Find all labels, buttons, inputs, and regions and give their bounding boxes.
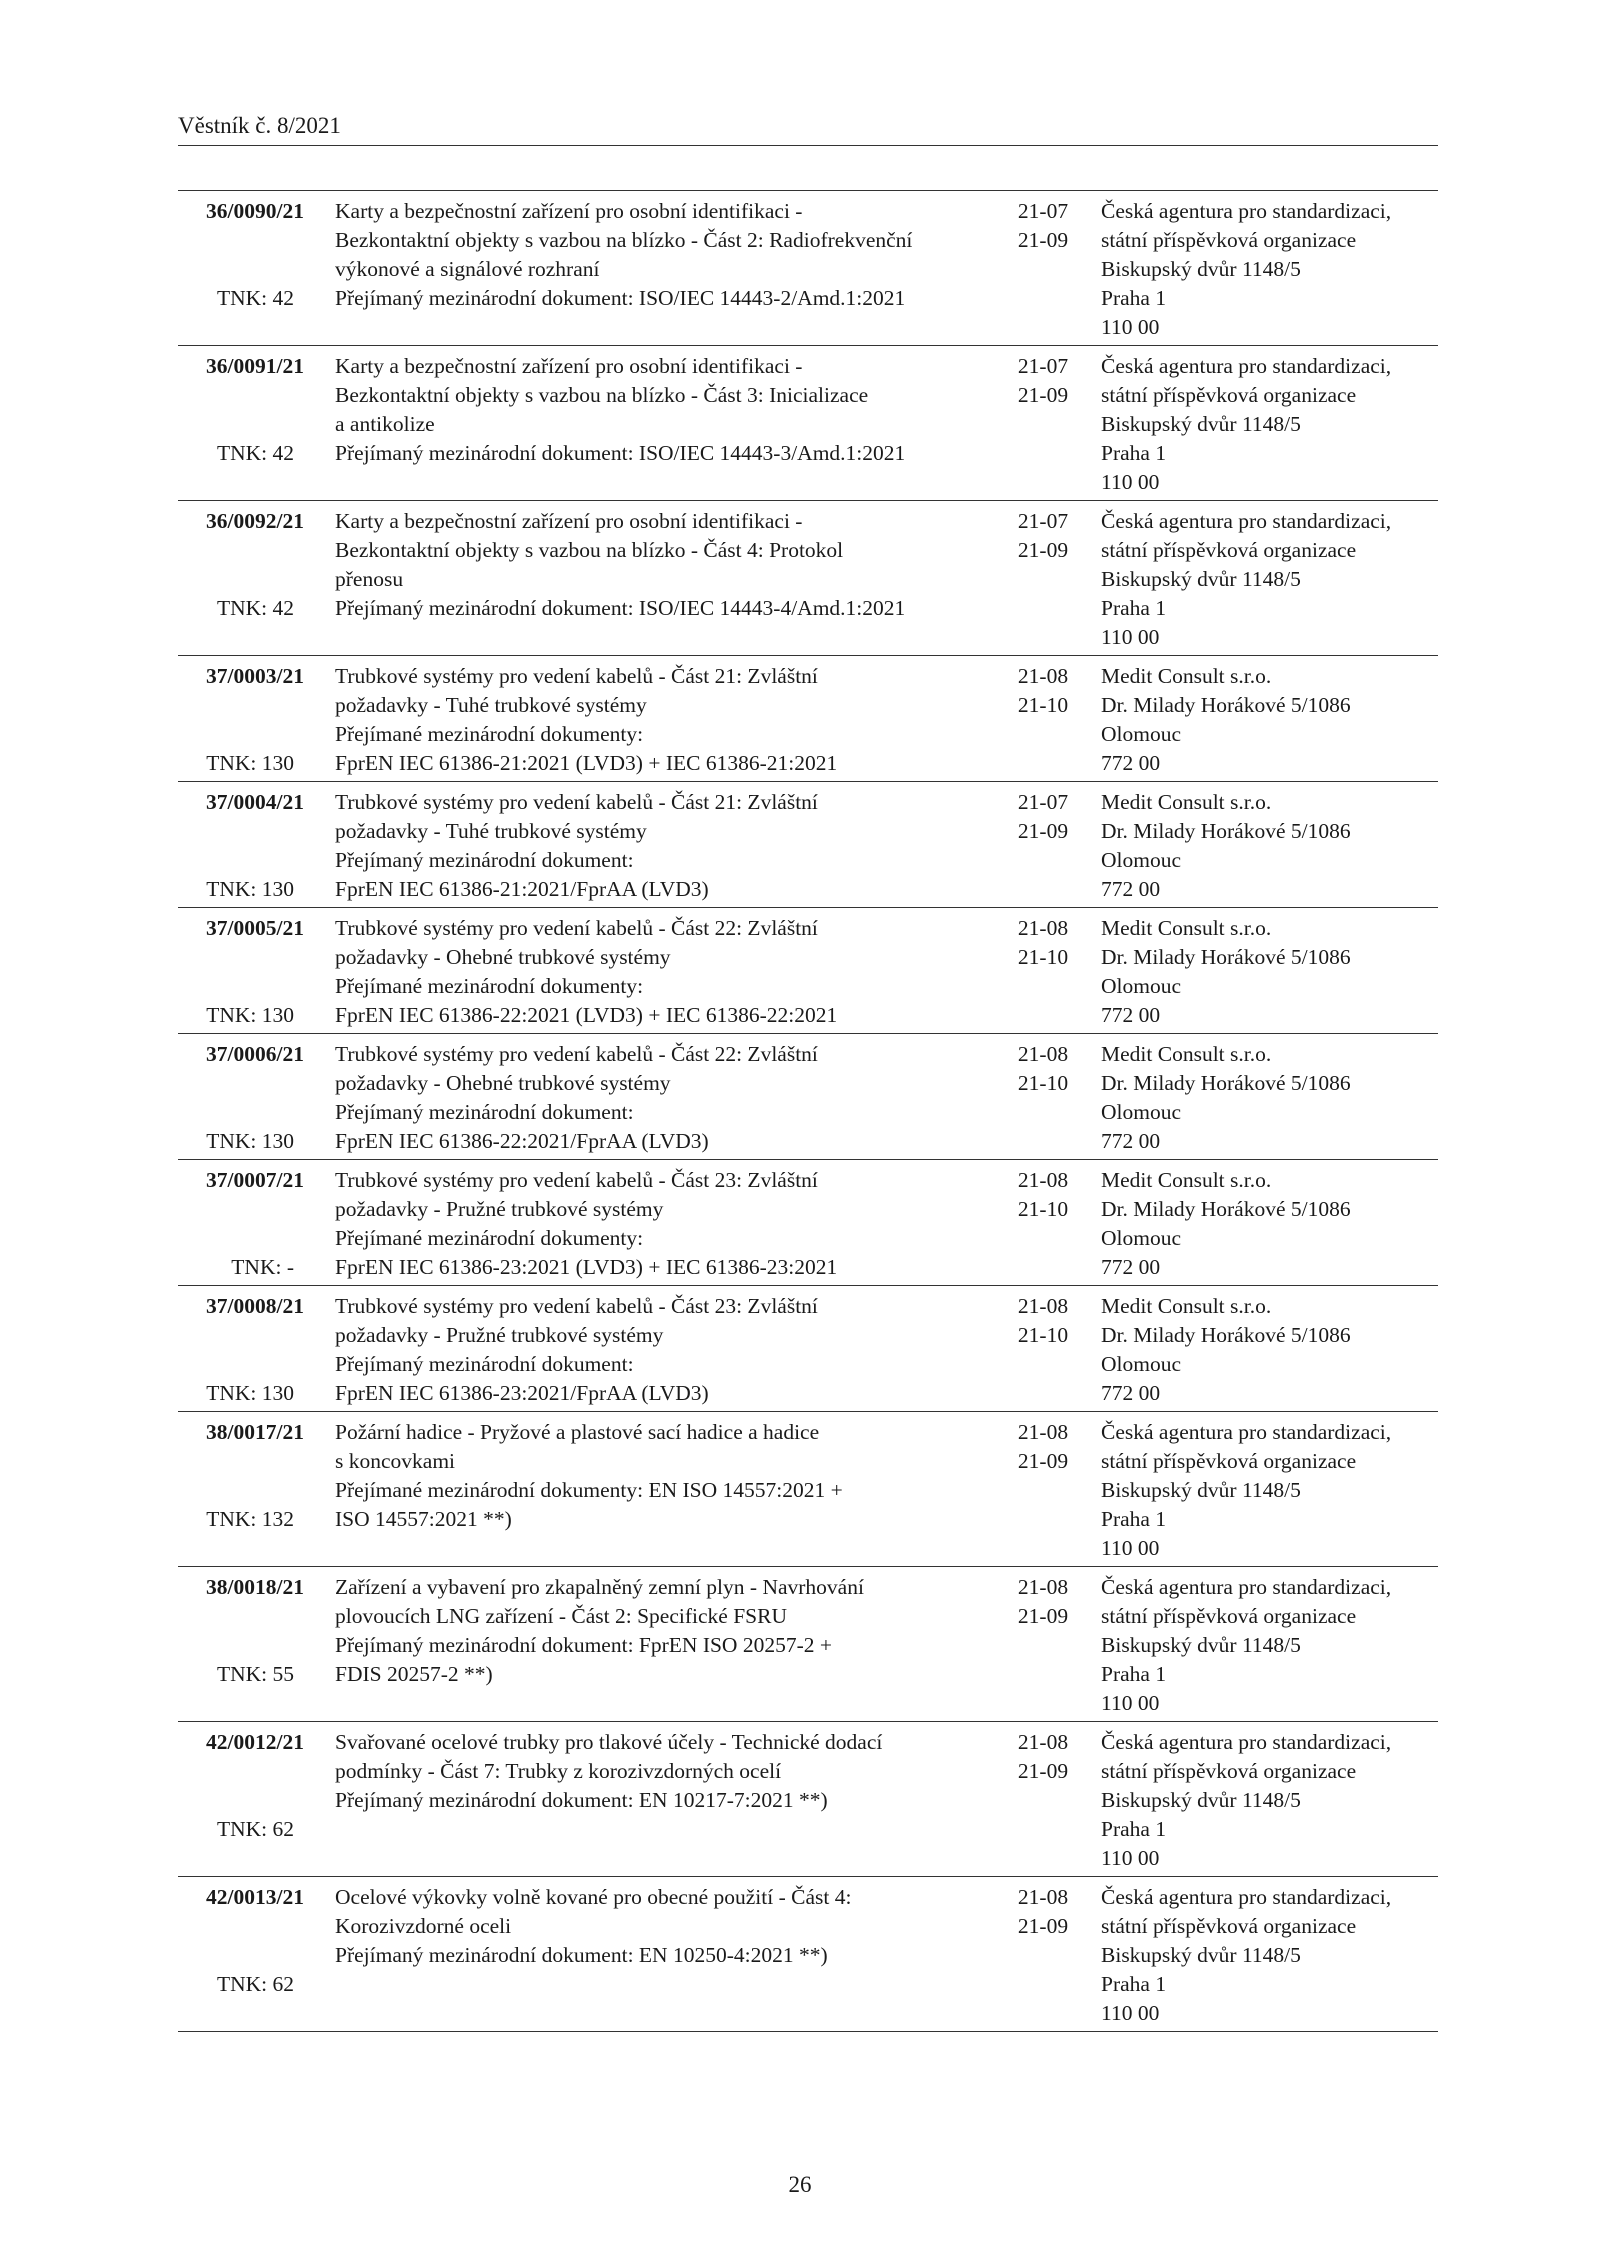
table-row <box>178 191 1438 346</box>
date-line: 21-10 <box>1017 1323 1069 1347</box>
organization-line: Česká agentura pro standardizaci, <box>1101 1420 1392 1444</box>
organization-line: Biskupský dvůr 1148/5 <box>1101 1478 1301 1502</box>
description-line: Přejímané mezinárodní dokumenty: <box>335 974 644 998</box>
organization-line: státní příspěvková organizace <box>1101 1914 1357 1938</box>
org-column <box>1101 352 1441 497</box>
organization-line: Olomouc <box>1101 722 1182 746</box>
date-line: 21-10 <box>1017 1197 1069 1221</box>
standards-table <box>178 190 1438 2032</box>
organization-line: státní příspěvková organizace <box>1101 383 1357 407</box>
dates-column <box>1003 914 1083 972</box>
description-line: požadavky - Ohebné trubkové systémy <box>335 945 671 969</box>
description-line: Přejímaný mezinárodní dokument: ISO/IEC 14443-4/Amd.1:2021 <box>335 596 906 620</box>
organization-line: 772 00 <box>1101 1255 1161 1279</box>
description-line: Přejímaný mezinárodní dokument: <box>335 1352 634 1376</box>
organization-line: Praha 1 <box>1101 1817 1167 1841</box>
date-line: 21-09 <box>1017 1759 1069 1783</box>
organization-line: Biskupský dvůr 1148/5 <box>1101 1788 1301 1812</box>
desc-column <box>335 914 1035 1030</box>
standard-code: 37/0003/21 <box>206 664 304 688</box>
table-row <box>178 908 1438 1034</box>
organization-line: Česká agentura pro standardizaci, <box>1101 1575 1392 1599</box>
description-line: plovoucích LNG zařízení - Část 2: Specifické FSRU <box>335 1604 787 1628</box>
table-row <box>178 1160 1438 1286</box>
date-line: 21-09 <box>1017 383 1069 407</box>
org-column <box>1101 788 1441 904</box>
dates-column <box>1003 1166 1083 1224</box>
description-line: Svařované ocelové trubky pro tlakové účely - Technické dodací <box>335 1730 883 1754</box>
organization-line: 110 00 <box>1101 2001 1160 2025</box>
desc-column <box>335 662 1035 778</box>
desc-column <box>335 352 1035 468</box>
organization-line: státní příspěvková organizace <box>1101 1604 1357 1628</box>
standard-code: 37/0008/21 <box>206 1294 304 1318</box>
organization-line: Olomouc <box>1101 848 1182 872</box>
desc-column <box>335 1418 1035 1534</box>
date-line: 21-08 <box>1017 1168 1069 1192</box>
description-line: Přejímané mezinárodní dokumenty: <box>335 722 644 746</box>
description-line: ISO 14557:2021 **) <box>335 1507 512 1531</box>
organization-line: 110 00 <box>1101 625 1160 649</box>
header-rule <box>178 145 1438 146</box>
description-line: Bezkontaktní objekty s vazbou na blízko - Část 2: Radiofrekvenční <box>335 228 913 252</box>
standard-code: 38/0018/21 <box>206 1575 304 1599</box>
date-line: 21-09 <box>1017 228 1069 252</box>
table-row <box>178 1722 1438 1877</box>
description-line: Karty a bezpečnostní zařízení pro osobní identifikaci - <box>335 199 803 223</box>
date-line: 21-08 <box>1017 1730 1069 1754</box>
tnk-label: TNK: 55 <box>216 1662 294 1686</box>
tnk-label: TNK: 130 <box>206 877 294 901</box>
date-line: 21-08 <box>1017 664 1069 688</box>
date-line: 21-10 <box>1017 693 1069 717</box>
organization-line: Olomouc <box>1101 974 1182 998</box>
organization-line: Biskupský dvůr 1148/5 <box>1101 257 1301 281</box>
standard-code: 37/0005/21 <box>206 916 304 940</box>
date-line: 21-09 <box>1017 819 1069 843</box>
date-line: 21-08 <box>1017 1042 1069 1066</box>
description-line: Přejímaný mezinárodní dokument: FprEN ISO 20257-2 + <box>335 1633 832 1657</box>
date-line: 21-09 <box>1017 1449 1069 1473</box>
standard-code: 42/0013/21 <box>206 1885 304 1909</box>
organization-line: Dr. Milady Horákové 5/1086 <box>1101 945 1351 969</box>
organization-line: Medit Consult s.r.o. <box>1101 790 1272 814</box>
page-number: 26 <box>788 2172 812 2197</box>
description-line: Zařízení a vybavení pro zkapalněný zemní plyn - Navrhování <box>335 1575 864 1599</box>
description-line: přenosu <box>335 567 404 591</box>
organization-line: 110 00 <box>1101 1536 1160 1560</box>
desc-column <box>335 507 1035 623</box>
desc-column <box>335 1573 1035 1689</box>
tnk-label: TNK: 62 <box>216 1817 294 1841</box>
description-line: Karty a bezpečnostní zařízení pro osobní identifikaci - <box>335 509 803 533</box>
standard-code: 37/0004/21 <box>206 790 304 814</box>
dates-column <box>1003 1573 1083 1631</box>
organization-line: Medit Consult s.r.o. <box>1101 916 1272 940</box>
journal-title: Věstník č. 8/2021 <box>178 113 341 138</box>
description-line: FprEN IEC 61386-23:2021/FprAA (LVD3) <box>335 1381 709 1405</box>
tnk-label: TNK: 130 <box>206 1003 294 1027</box>
description-line: Přejímaný mezinárodní dokument: ISO/IEC 14443-3/Amd.1:2021 <box>335 441 906 465</box>
organization-line: Česká agentura pro standardizaci, <box>1101 199 1392 223</box>
tnk-label: TNK: 42 <box>216 441 294 465</box>
description-line: Přejímaný mezinárodní dokument: EN 10250-4:2021 **) <box>335 1943 828 1967</box>
description-line: požadavky - Pružné trubkové systémy <box>335 1197 664 1221</box>
description-line: Trubkové systémy pro vedení kabelů - Část 22: Zvláštní <box>335 1042 818 1066</box>
tnk-label: TNK: 42 <box>216 596 294 620</box>
standard-code: 37/0006/21 <box>206 1042 304 1066</box>
description-line: Trubkové systémy pro vedení kabelů - Část 23: Zvláštní <box>335 1294 818 1318</box>
standard-code: 36/0090/21 <box>206 199 304 223</box>
date-line: 21-08 <box>1017 1294 1069 1318</box>
standard-code: 38/0017/21 <box>206 1420 304 1444</box>
organization-line: státní příspěvková organizace <box>1101 538 1357 562</box>
org-column <box>1101 1166 1441 1282</box>
dates-column <box>1003 662 1083 720</box>
description-line: požadavky - Tuhé trubkové systémy <box>335 693 647 717</box>
organization-line: státní příspěvková organizace <box>1101 1449 1357 1473</box>
description-line: Karty a bezpečnostní zařízení pro osobní identifikaci - <box>335 354 803 378</box>
organization-line: 772 00 <box>1101 1003 1161 1027</box>
dates-column <box>1003 1040 1083 1098</box>
organization-line: Praha 1 <box>1101 1662 1167 1686</box>
organization-line: 110 00 <box>1101 1691 1160 1715</box>
organization-line: 110 00 <box>1101 315 1160 339</box>
dates-column <box>1003 352 1083 410</box>
dates-column <box>1003 507 1083 565</box>
organization-line: Biskupský dvůr 1148/5 <box>1101 412 1301 436</box>
organization-line: Dr. Milady Horákové 5/1086 <box>1101 819 1351 843</box>
organization-line: Olomouc <box>1101 1226 1182 1250</box>
description-line: FprEN IEC 61386-21:2021/FprAA (LVD3) <box>335 877 709 901</box>
organization-line: státní příspěvková organizace <box>1101 1759 1357 1783</box>
organization-line: 110 00 <box>1101 470 1160 494</box>
description-line: s koncovkami <box>335 1449 456 1473</box>
standard-code: 36/0092/21 <box>206 509 304 533</box>
date-line: 21-08 <box>1017 1575 1069 1599</box>
date-line: 21-08 <box>1017 1420 1069 1444</box>
org-column <box>1101 662 1441 778</box>
organization-line: Medit Consult s.r.o. <box>1101 1294 1272 1318</box>
table-row <box>178 1034 1438 1160</box>
description-line: Bezkontaktní objekty s vazbou na blízko - Část 4: Protokol <box>335 538 844 562</box>
description-line: Přejímaný mezinárodní dokument: <box>335 1100 634 1124</box>
organization-line: Olomouc <box>1101 1100 1182 1124</box>
date-line: 21-09 <box>1017 1604 1069 1628</box>
org-column <box>1101 507 1441 652</box>
dates-column <box>1003 197 1083 255</box>
org-column <box>1101 1728 1441 1873</box>
organization-line: Praha 1 <box>1101 441 1167 465</box>
dates-column <box>1003 1728 1083 1786</box>
standard-code: 42/0012/21 <box>206 1730 304 1754</box>
date-line: 21-10 <box>1017 1071 1069 1095</box>
org-column <box>1101 1573 1441 1718</box>
org-column <box>1101 1883 1441 2028</box>
desc-column <box>335 1166 1035 1282</box>
tnk-label: TNK: 62 <box>216 1972 294 1996</box>
table-row <box>178 1412 1438 1567</box>
description-line: podmínky - Část 7: Trubky z korozivzdorných ocelí <box>335 1759 782 1783</box>
table-row <box>178 1286 1438 1412</box>
entries-list <box>178 191 1438 2032</box>
organization-line: Biskupský dvůr 1148/5 <box>1101 1943 1301 1967</box>
organization-line: 772 00 <box>1101 1129 1161 1153</box>
organization-line: Česká agentura pro standardizaci, <box>1101 1730 1392 1754</box>
tnk-label: TNK: 132 <box>206 1507 294 1531</box>
organization-line: Biskupský dvůr 1148/5 <box>1101 567 1301 591</box>
organization-line: Praha 1 <box>1101 1507 1167 1531</box>
table-row <box>178 1567 1438 1722</box>
dates-column <box>1003 788 1083 846</box>
organization-line: Dr. Milady Horákové 5/1086 <box>1101 693 1351 717</box>
organization-line: 772 00 <box>1101 751 1161 775</box>
organization-line: Dr. Milady Horákové 5/1086 <box>1101 1323 1351 1347</box>
dates-column <box>1003 1418 1083 1476</box>
description-line: požadavky - Tuhé trubkové systémy <box>335 819 647 843</box>
organization-line: Praha 1 <box>1101 1972 1167 1996</box>
date-line: 21-07 <box>1017 509 1069 533</box>
table-row <box>178 782 1438 908</box>
organization-line: Česká agentura pro standardizaci, <box>1101 509 1392 533</box>
date-line: 21-07 <box>1017 354 1069 378</box>
org-column <box>1101 914 1441 1030</box>
desc-column <box>335 1040 1035 1156</box>
description-line: požadavky - Pružné trubkové systémy <box>335 1323 664 1347</box>
tnk-label: TNK: 130 <box>206 751 294 775</box>
date-line: 21-09 <box>1017 1914 1069 1938</box>
description-line: FprEN IEC 61386-22:2021 (LVD3) + IEC 61386-22:2021 <box>335 1003 838 1027</box>
standard-code: 37/0007/21 <box>206 1168 304 1192</box>
description-line: Přejímaný mezinárodní dokument: <box>335 848 634 872</box>
organization-line: Medit Consult s.r.o. <box>1101 1168 1272 1192</box>
dates-column <box>1003 1292 1083 1350</box>
description-line: Korozivzdorné oceli <box>335 1914 512 1938</box>
table-row <box>178 501 1438 656</box>
organization-line: Praha 1 <box>1101 596 1167 620</box>
description-line: Trubkové systémy pro vedení kabelů - Část 23: Zvláštní <box>335 1168 818 1192</box>
description-line: Bezkontaktní objekty s vazbou na blízko - Část 3: Inicializace <box>335 383 869 407</box>
table-row <box>178 656 1438 782</box>
desc-column <box>335 197 1035 313</box>
desc-column <box>335 788 1035 904</box>
description-line: FDIS 20257-2 **) <box>335 1662 493 1686</box>
description-line: Trubkové systémy pro vedení kabelů - Část 22: Zvláštní <box>335 916 818 940</box>
description-line: a antikolize <box>335 412 435 436</box>
description-line: FprEN IEC 61386-21:2021 (LVD3) + IEC 61386-21:2021 <box>335 751 838 775</box>
organization-line: 772 00 <box>1101 1381 1161 1405</box>
description-line: výkonové a signálové rozhraní <box>335 257 600 281</box>
date-line: 21-08 <box>1017 1885 1069 1909</box>
table-row <box>178 1877 1438 2032</box>
table-row <box>178 346 1438 501</box>
tnk-label: TNK: 42 <box>216 286 294 310</box>
org-column <box>1101 1418 1441 1563</box>
organization-line: Praha 1 <box>1101 286 1167 310</box>
desc-column <box>335 1883 1035 1970</box>
organization-line: Medit Consult s.r.o. <box>1101 1042 1272 1066</box>
organization-line: Dr. Milady Horákové 5/1086 <box>1101 1071 1351 1095</box>
page-header <box>178 112 1438 146</box>
description-line: Přejímané mezinárodní dokumenty: EN ISO 14557:2021 + <box>335 1478 843 1502</box>
organization-line: Biskupský dvůr 1148/5 <box>1101 1633 1301 1657</box>
organization-line: Medit Consult s.r.o. <box>1101 664 1272 688</box>
date-line: 21-07 <box>1017 790 1069 814</box>
description-line: požadavky - Ohebné trubkové systémy <box>335 1071 671 1095</box>
description-line: Přejímaný mezinárodní dokument: ISO/IEC 14443-2/Amd.1:2021 <box>335 286 906 310</box>
organization-line: státní příspěvková organizace <box>1101 228 1357 252</box>
description-line: Přejímané mezinárodní dokumenty: <box>335 1226 644 1250</box>
dates-column <box>1003 1883 1083 1941</box>
tnk-label: TNK: - <box>231 1255 294 1279</box>
date-line: 21-09 <box>1017 538 1069 562</box>
tnk-label: TNK: 130 <box>206 1381 294 1405</box>
organization-line: Dr. Milady Horákové 5/1086 <box>1101 1197 1351 1221</box>
desc-column <box>335 1728 1035 1815</box>
description-line: Ocelové výkovky volně kované pro obecné použití - Část 4: <box>335 1885 852 1909</box>
standard-code: 36/0091/21 <box>206 354 304 378</box>
description-line: Trubkové systémy pro vedení kabelů - Část 21: Zvláštní <box>335 664 818 688</box>
date-line: 21-10 <box>1017 945 1069 969</box>
description-line: Trubkové systémy pro vedení kabelů - Část 21: Zvláštní <box>335 790 818 814</box>
organization-line: Česká agentura pro standardizaci, <box>1101 1885 1392 1909</box>
org-column <box>1101 1292 1441 1408</box>
org-column <box>1101 1040 1441 1156</box>
description-line: FprEN IEC 61386-23:2021 (LVD3) + IEC 61386-23:2021 <box>335 1255 838 1279</box>
organization-line: Česká agentura pro standardizaci, <box>1101 354 1392 378</box>
org-column <box>1101 197 1441 342</box>
date-line: 21-08 <box>1017 916 1069 940</box>
organization-line: 110 00 <box>1101 1846 1160 1870</box>
description-line: Požární hadice - Pryžové a plastové sací hadice a hadice <box>335 1420 820 1444</box>
organization-line: Olomouc <box>1101 1352 1182 1376</box>
date-line: 21-07 <box>1017 199 1069 223</box>
description-line: Přejímaný mezinárodní dokument: EN 10217-7:2021 **) <box>335 1788 828 1812</box>
description-line: FprEN IEC 61386-22:2021/FprAA (LVD3) <box>335 1129 709 1153</box>
organization-line: 772 00 <box>1101 877 1161 901</box>
tnk-label: TNK: 130 <box>206 1129 294 1153</box>
desc-column <box>335 1292 1035 1408</box>
